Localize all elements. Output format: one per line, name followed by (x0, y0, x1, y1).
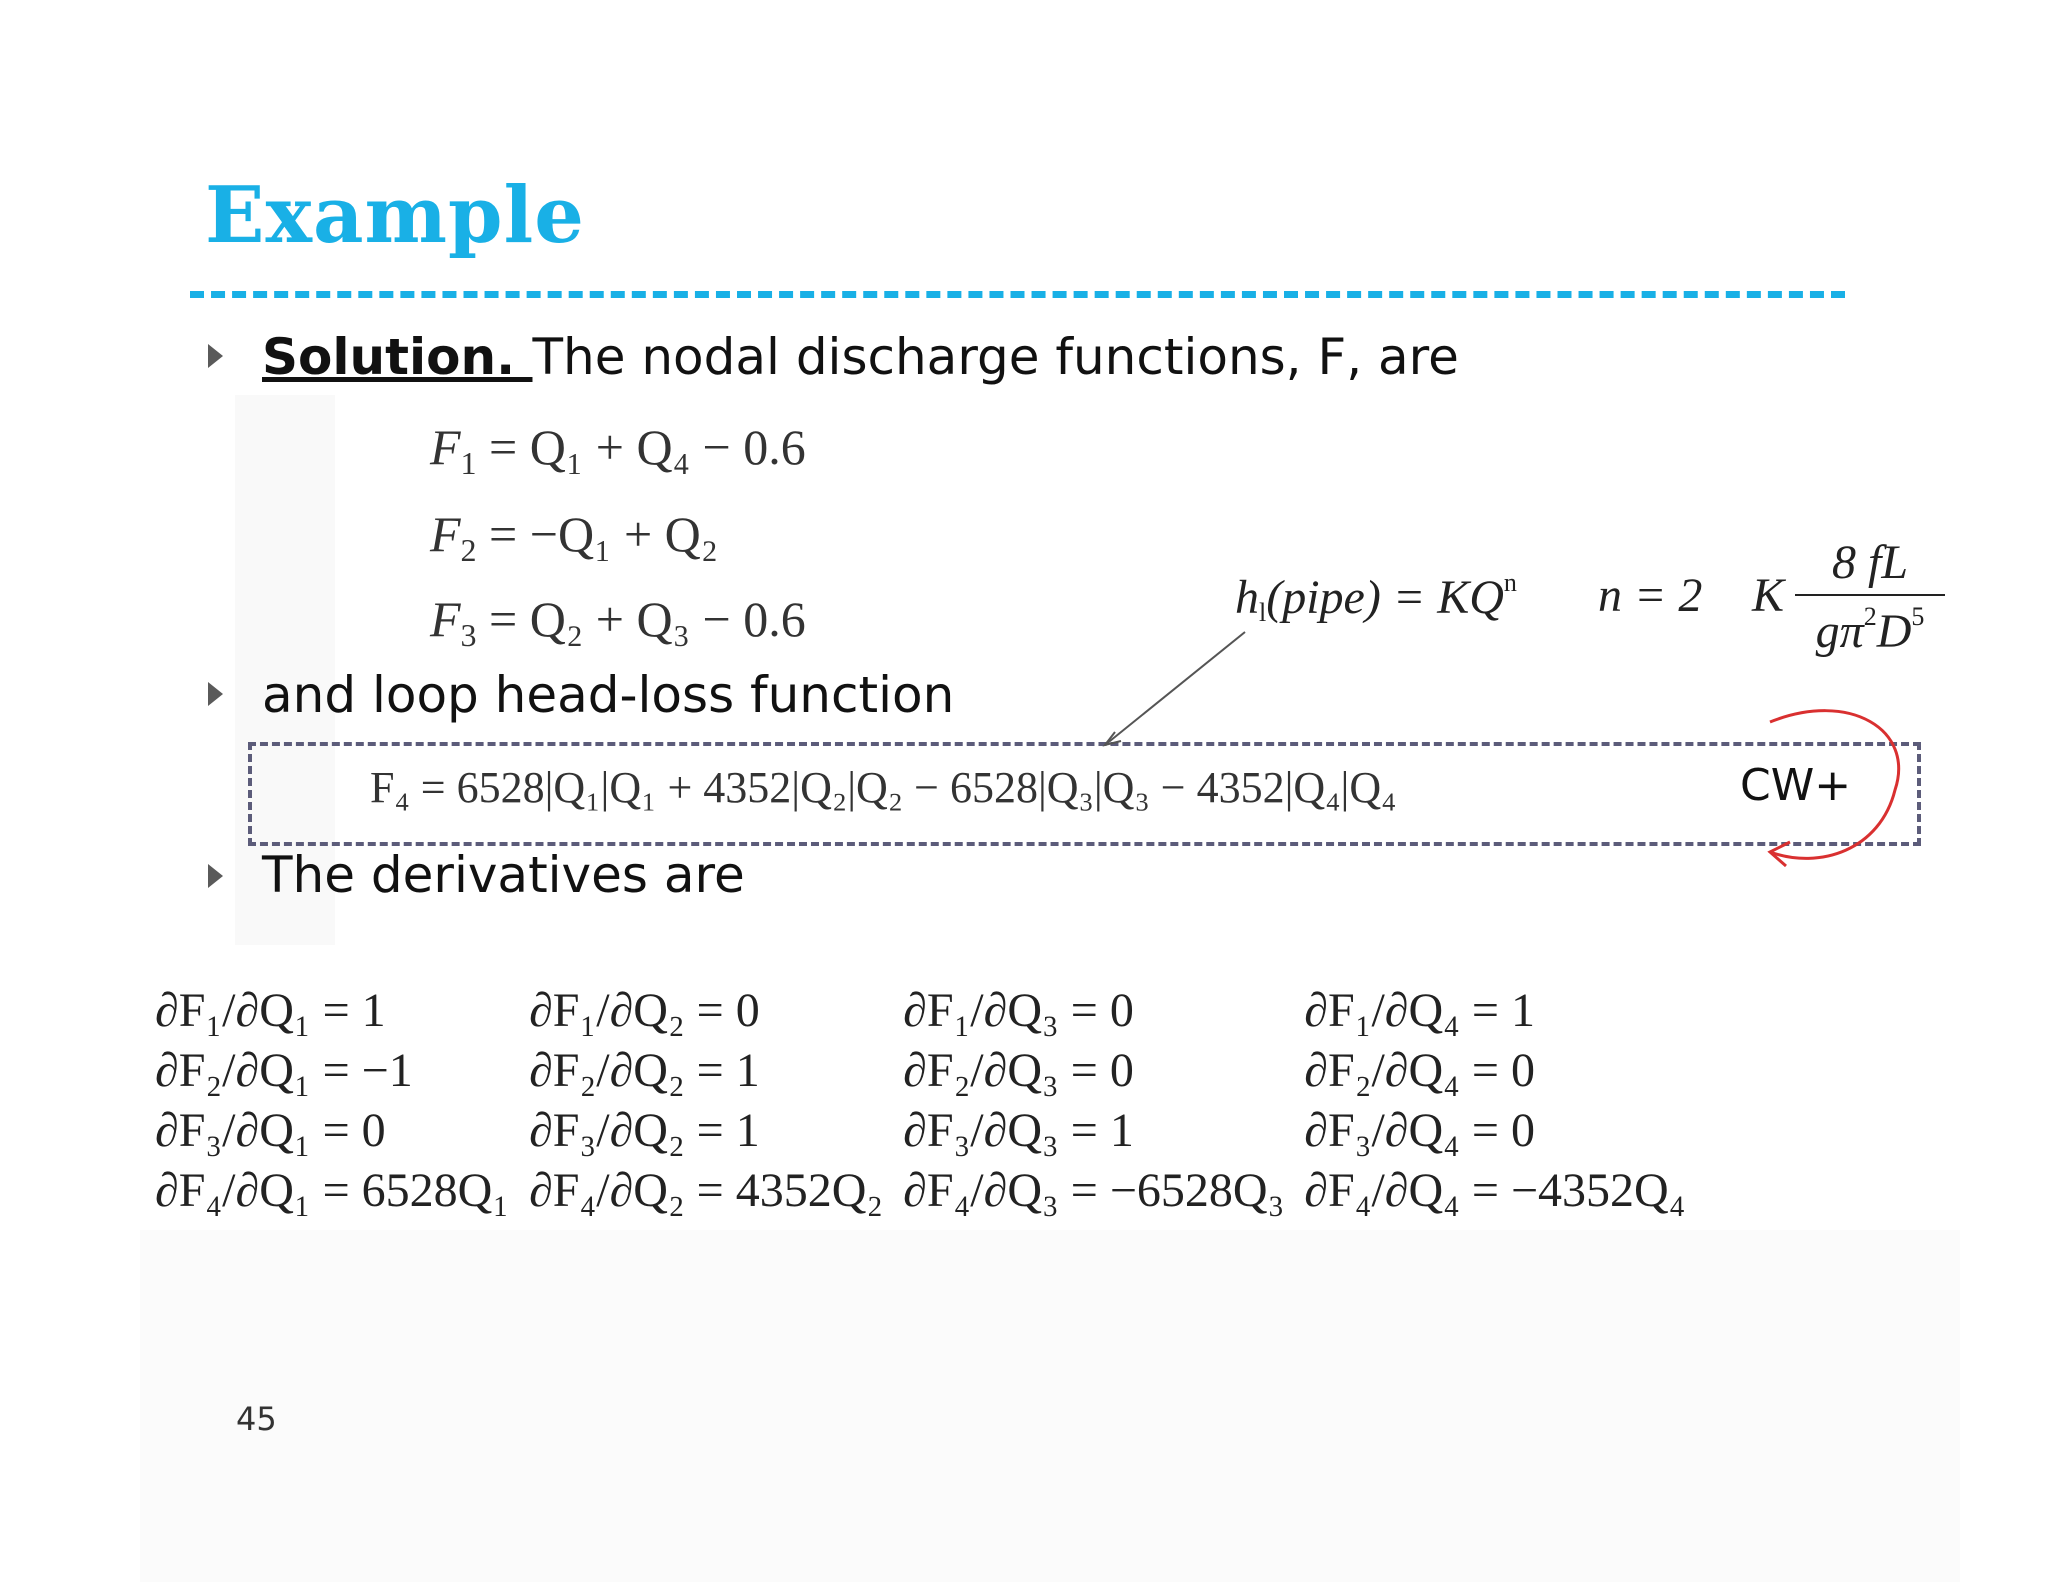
hl-pipe: (pipe) = KQ (1266, 571, 1504, 624)
pointer-line (1105, 632, 1245, 745)
hl-exponent: n (1503, 568, 1517, 597)
derivative-cell: ∂F₁/∂Q₁ = 1 (155, 983, 386, 1037)
bullet-lead: Solution. (262, 328, 533, 386)
eq-lhs: F (430, 506, 461, 562)
eq-rhs: = Q₁ + Q₄ − 0.6 (489, 419, 806, 475)
bullet-text: and loop head-loss function (262, 666, 955, 724)
bullet-text: The derivatives are (262, 846, 745, 904)
k-label: K (1752, 569, 1785, 622)
derivative-cell: ∂F₂/∂Q₂ = 1 (529, 1043, 760, 1097)
derivative-cell: ∂F₂/∂Q₄ = 0 (1304, 1043, 1535, 1097)
derivative-cell: ∂F₃/∂Q₃ = 1 (903, 1103, 1134, 1157)
frac-num-text: 8 fL (1831, 536, 1909, 589)
derivative-cell: ∂F₄/∂Q₃ = −6528Q₃ (903, 1163, 1285, 1217)
derivative-cell: ∂F₂/∂Q₁ = −1 (155, 1043, 413, 1097)
frac-den-d: D (1876, 605, 1912, 658)
eq-lhs-sub: 1 (460, 445, 477, 481)
derivative-cell: ∂F₁/∂Q₂ = 0 (529, 983, 760, 1037)
derivative-cell: ∂F₄/∂Q₁ = 6528Q₁ (155, 1163, 510, 1217)
derivative-cell: ∂F₁/∂Q₃ = 0 (903, 983, 1134, 1037)
n-equals: n = 2 (1598, 569, 1703, 622)
derivative-cell: ∂F₃/∂Q₁ = 0 (155, 1103, 386, 1157)
frac-den-g-pi: gπ (1815, 605, 1864, 658)
eq-rhs: = −Q₁ + Q₂ (489, 506, 719, 562)
derivative-cell: ∂F₂/∂Q₃ = 0 (903, 1043, 1134, 1097)
direction-label: CW+ (1740, 760, 1852, 811)
bullet-text: The nodal discharge functions, F, are (532, 328, 1459, 386)
loop-equation: F₄ = 6528|Q₁|Q₁ + 4352|Q₂|Q₂ − 6528|Q₃|Q₃ − 4352|Q₄|Q₄ (370, 763, 1397, 812)
eq-rhs: = Q₂ + Q₃ − 0.6 (489, 591, 806, 647)
slide-title: Example (205, 170, 585, 261)
hl-symbol: h (1235, 571, 1259, 624)
eq-lhs: F (430, 591, 461, 647)
eq-lhs: F (430, 419, 461, 475)
clockwise-arrow-icon (1770, 711, 1899, 859)
eq-lhs-sub: 2 (460, 532, 477, 568)
frac-den-pow2: 5 (1911, 602, 1925, 631)
derivative-cell: ∂F₄/∂Q₄ = −4352Q₄ (1304, 1163, 1686, 1217)
hl-sub: l (1259, 598, 1267, 627)
derivative-cell: ∂F₄/∂Q₂ = 4352Q₂ (529, 1163, 884, 1217)
derivative-cell: ∂F₃/∂Q₄ = 0 (1304, 1103, 1535, 1157)
frac-den-pow1: 2 (1863, 602, 1877, 631)
eq-lhs-sub: 3 (460, 617, 477, 653)
page-number: 45 (236, 1400, 277, 1438)
derivative-cell: ∂F₁/∂Q₄ = 1 (1304, 983, 1535, 1037)
derivative-cell: ∂F₃/∂Q₂ = 1 (529, 1103, 760, 1157)
